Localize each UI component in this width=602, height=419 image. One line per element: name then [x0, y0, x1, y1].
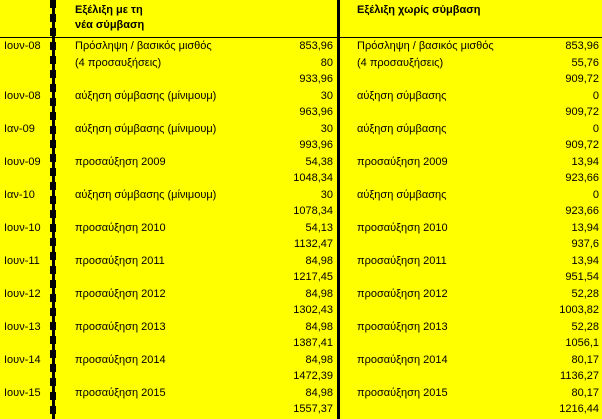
header-new-line2: νέα σύμβαση	[75, 19, 145, 31]
header-no-contract: Εξέλιξη χωρίς σύμβαση	[357, 4, 481, 16]
old-label-cell: προσαύξηση 2012	[357, 287, 448, 300]
new-value-cell: 963,96	[299, 106, 333, 118]
old-value-cell: 52,28	[571, 320, 599, 333]
old-value-cell: 1216,44	[559, 403, 599, 415]
dashed-border	[50, 0, 56, 419]
new-value-cell: 1557,37	[293, 403, 333, 415]
new-value-cell: 1472,39	[293, 370, 333, 382]
new-value-cell: 54,13	[305, 221, 333, 234]
date-cell: Ιουν-10	[4, 221, 41, 234]
new-value-cell: 84,98	[305, 287, 333, 300]
new-value-cell: 54,38	[305, 155, 333, 168]
old-value-cell: 909,72	[565, 139, 599, 151]
old-value-cell: 80,17	[571, 386, 599, 399]
old-value-cell: 55,76	[571, 56, 599, 69]
date-cell: Ιουν-12	[4, 287, 41, 300]
new-label-cell: προσαύξηση 2014	[75, 353, 166, 366]
new-value-cell: 853,96	[299, 40, 333, 52]
new-value-cell: 933,96	[299, 73, 333, 85]
new-value-cell: 30	[320, 89, 333, 102]
new-label-cell: (4 προσαυξήσεις)	[75, 56, 162, 69]
new-label-cell: προσαύξηση 2011	[75, 254, 165, 267]
old-label-cell: αύξηση σύμβασης	[357, 188, 447, 201]
new-value-cell: 993,96	[299, 139, 333, 151]
date-cell: Ιουν-08	[4, 40, 41, 52]
new-value-cell: 1217,45	[293, 271, 333, 283]
new-label-cell: αύξηση σύμβασης (μίνιμουμ)	[75, 122, 217, 135]
date-cell: Ιαν-10	[4, 188, 35, 201]
header-underline	[0, 37, 52, 38]
old-value-cell: 52,28	[571, 287, 599, 300]
old-label-cell: προσαύξηση 2014	[357, 353, 448, 366]
new-value-cell: 80	[320, 56, 333, 69]
old-value-cell: 13,94	[571, 254, 599, 267]
new-label-cell: προσαύξηση 2013	[75, 320, 166, 333]
date-cell: Ιουν-13	[4, 320, 41, 333]
old-value-cell: 13,94	[571, 155, 599, 168]
old-value-cell: 0	[592, 122, 599, 135]
old-label-cell: αύξηση σύμβασης	[357, 89, 447, 102]
old-value-cell: 923,66	[565, 172, 599, 184]
old-value-cell: 853,96	[565, 40, 599, 52]
new-value-cell: 1132,47	[294, 238, 333, 250]
new-value-cell: 1078,34	[293, 205, 333, 217]
header-underline	[340, 37, 602, 38]
header-underline	[55, 37, 337, 38]
new-label-cell: προσαύξηση 2010	[75, 221, 166, 234]
date-cell: Ιουν-11	[4, 254, 40, 267]
new-value-cell: 84,98	[305, 386, 333, 399]
new-label-cell: προσαύξηση 2009	[75, 155, 166, 168]
new-value-cell: 30	[320, 188, 333, 201]
new-label-cell: προσαύξηση 2015	[75, 386, 166, 399]
old-label-cell: προσαύξηση 2010	[357, 221, 448, 234]
new-value-cell: 1302,43	[293, 304, 333, 316]
header-new-contract	[75, 3, 255, 33]
old-label-cell: προσαύξηση 2015	[357, 386, 448, 399]
new-value-cell: 1387,41	[293, 337, 333, 349]
date-cell: Ιουν-14	[4, 353, 41, 366]
old-label-cell: αύξηση σύμβασης	[357, 122, 447, 135]
new-label-cell: αύξηση σύμβασης (μίνιμουμ)	[75, 188, 217, 201]
date-cell: Ιουν-09	[4, 155, 41, 168]
new-label-cell: Πρόσληψη / βασικός μισθός	[75, 40, 212, 52]
new-value-cell: 1048,34	[293, 172, 333, 184]
old-label-cell: (4 προσαυξήσεις)	[357, 56, 444, 69]
old-value-cell: 937,6	[571, 238, 599, 250]
new-label-cell: αύξηση σύμβασης (μίνιμουμ)	[75, 89, 217, 102]
date-cell: Ιουν-08	[4, 89, 41, 102]
date-cell: Ιαν-09	[4, 122, 35, 135]
header-new-line1: Εξέλιξη με τη	[75, 4, 143, 16]
old-value-cell: 13,94	[571, 221, 599, 234]
old-value-cell: 80,17	[571, 353, 599, 366]
old-label-cell: Πρόσληψη / βασικός μισθός	[357, 40, 494, 52]
new-label-cell: προσαύξηση 2012	[75, 287, 166, 300]
old-label-cell: προσαύξηση 2009	[357, 155, 448, 168]
old-value-cell: 1056,1	[565, 337, 599, 349]
old-value-cell: 923,66	[565, 205, 599, 217]
old-value-cell: 1136,27	[560, 370, 599, 382]
old-value-cell: 0	[592, 89, 599, 102]
old-value-cell: 0	[592, 188, 599, 201]
old-value-cell: 909,72	[565, 73, 599, 85]
old-value-cell: 951,54	[565, 271, 599, 283]
old-label-cell: προσαύξηση 2011	[357, 254, 447, 267]
new-value-cell: 30	[320, 122, 333, 135]
new-value-cell: 84,98	[305, 353, 333, 366]
old-value-cell: 909,72	[565, 106, 599, 118]
old-label-cell: προσαύξηση 2013	[357, 320, 448, 333]
new-value-cell: 84,98	[305, 254, 333, 267]
date-cell: Ιουν-15	[4, 386, 41, 399]
old-value-cell: 1003,82	[559, 304, 599, 316]
new-value-cell: 84,98	[305, 320, 333, 333]
